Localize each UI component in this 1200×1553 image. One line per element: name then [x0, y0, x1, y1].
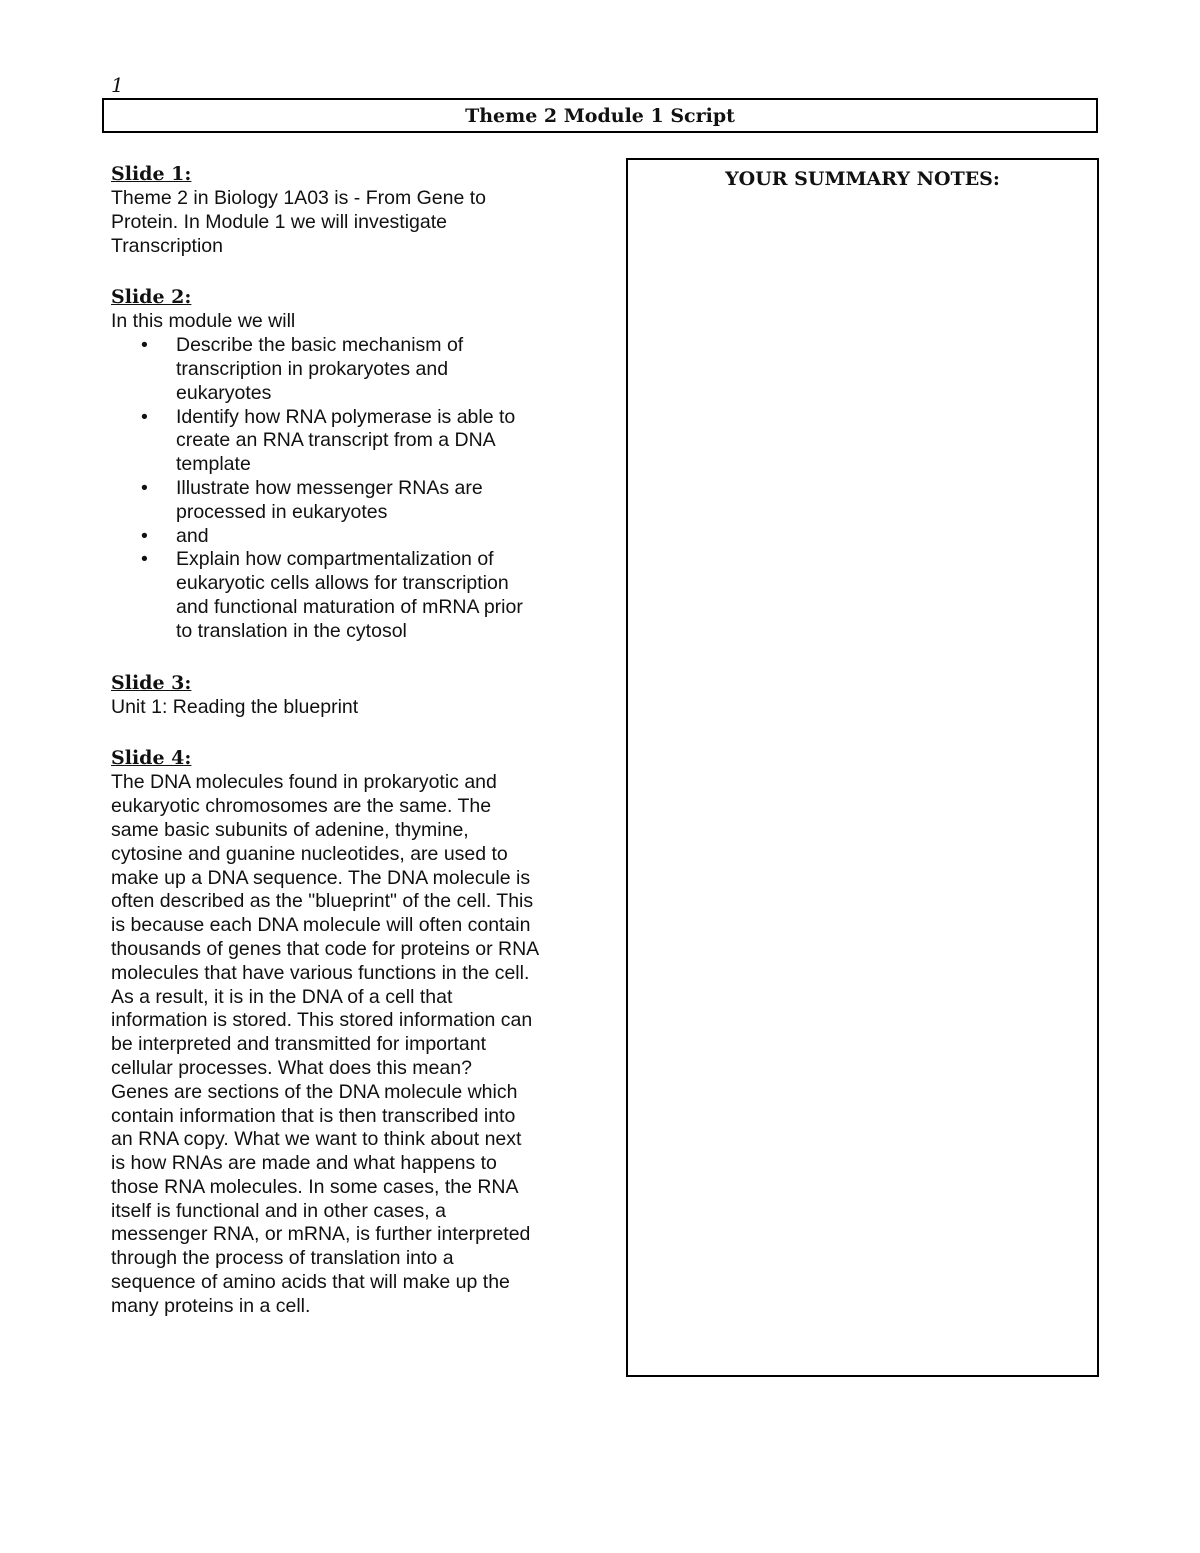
list-item-text: Explain how compartmentalization of eukaryotic cells allows for transcription and functional maturation of mRNA prior to translation in the cytosol: [176, 548, 523, 642]
slide-2: [111, 284, 581, 643]
list-item-text: Describe the basic mechanism of transcription in prokaryotes and eukaryotes: [176, 334, 464, 404]
list-item-text: and: [176, 524, 209, 547]
bullet-icon: •: [141, 548, 148, 571]
slide-text: Unit 1: Reading the blueprint: [111, 695, 359, 718]
slide-heading: Slide 1:: [111, 163, 192, 185]
page-title: Theme 2 Module 1 Script: [102, 98, 1098, 133]
slide-1: [111, 161, 581, 258]
slide-3: [111, 670, 581, 720]
slide-intro: In this module we will: [111, 310, 296, 333]
bullet-icon: •: [141, 334, 148, 357]
bullet-icon: •: [141, 476, 148, 499]
bullet-icon: •: [141, 524, 148, 547]
slide-text: The DNA molecules found in prokaryotic and eukaryotic chromosomes are the same. The same basic subunits of adenine, thymine, cytosine and guanine nucleotides, are used to make up a DNA sequence. The DNA molecule is often described as the "blueprint" of the cell. This is because each DNA molecule will often contain thousands of genes that code for proteins or RNA molecules that have various functions in the cell. As a result, it is in the DNA of a cell that information is stored. This stored information can be interpreted and transmitted for important cellular processes. What does this mean? Genes are sections of the DNA molecule which contain information that is then transcribed into an RNA copy. What we want to think about next is how RNAs are made and what happens to those RNA molecules. In some cases, the RNA itself is functional and in other cases, a messenger RNA, or mRNA, is further interpreted through the process of translation into a sequence of amino acids that will make up the many proteins in a cell.: [111, 771, 540, 1317]
list-item: [111, 548, 581, 643]
summary-notes-title: YOUR SUMMARY NOTES:: [725, 168, 1000, 190]
list-item-text: Illustrate how messenger RNAs are processed in eukaryotes: [176, 476, 483, 523]
slide-heading: Slide 2:: [111, 286, 192, 309]
list-item: [111, 406, 581, 477]
slide-heading: Slide 4:: [111, 747, 192, 770]
bullet-icon: •: [141, 405, 148, 428]
list-item: [111, 525, 581, 549]
page-number: 1: [111, 73, 124, 97]
list-item: [111, 477, 581, 525]
list-item-text: Identify how RNA polymerase is able to create an RNA transcript from a DNA template: [176, 405, 516, 476]
summary-notes-box[interactable]: [626, 158, 1099, 1377]
slide-text: Theme 2 in Biology 1A03 is - From Gene to Protein. In Module 1 we will investigate Transcription: [111, 187, 487, 257]
slide-heading: Slide 3:: [111, 671, 192, 694]
objectives-list: [111, 334, 581, 643]
script-column: [111, 161, 581, 1345]
slide-4: [111, 745, 581, 1318]
list-item: [111, 334, 581, 405]
